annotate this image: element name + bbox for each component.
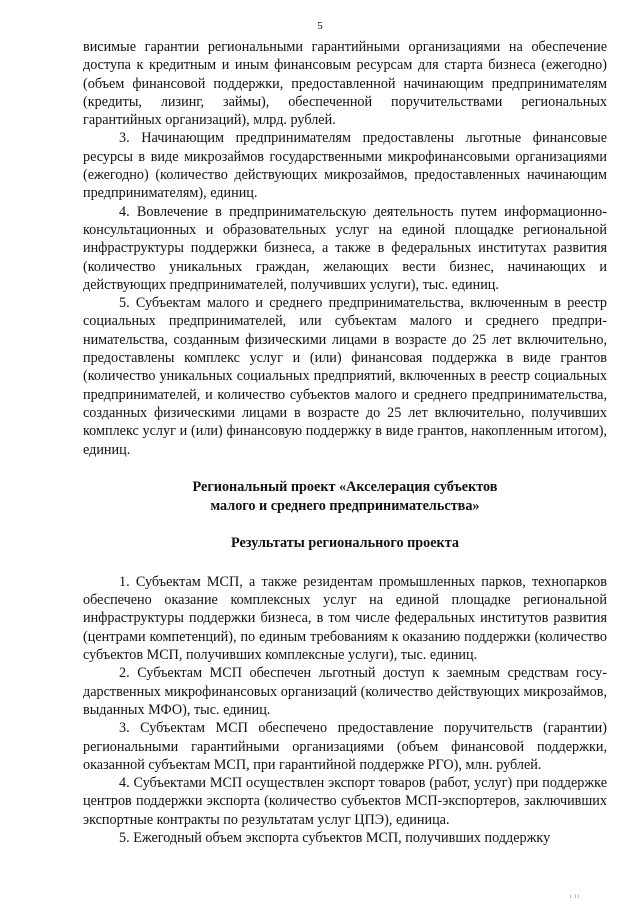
project-title — [83, 478, 607, 516]
paragraph-item-3: 3. Начинающим предпринимателям предоставлены льготные финансовые ресурсы в виде микрозаймов государственными микрофинансовыми организациями (ежегодно) (количество действующих микрозаймов, предоставленных начинающим предпринимателям), единиц. — [83, 130, 607, 202]
project-title-line-2: малого и среднего предпринимательства» — [210, 497, 480, 514]
page-content — [83, 38, 607, 847]
result-item-3: 3. Субъектам МСП обеспечено предоставление поручительств (гарантии) региональными гарантийными организациями (объем финансовой поддержки, оказанной субъектам МСП, при гарантийной поддержке РГО), млн. рублей. — [83, 720, 607, 773]
paragraph-item-4: 4. Вовлечение в предпринимательскую деятельность путем информационно-консультационных и образовательных услуг на единой площадке региональной инфраструктуры поддержки бизнеса, а также в федеральных институтах развития (количество уникальных граждан, желающих вести бизнес, начинающих и действующих предпринимателей, получивших услуги), тыс. единиц. — [83, 203, 607, 293]
paragraph-continuation: висимые гарантии региональными гарантийными организациями на обеспечение доступа к кредитным и иным финансовым ресурсам для старта бизнеса (ежегодно) (объем финансовой поддержки, предоставленной начинающим предпринимателям (кредиты, лизинг, займы), обеспеченной поручительствами региональных гарантийных организаций), млрд. рублей. — [83, 39, 607, 129]
results-section — [83, 573, 607, 847]
project-title-line-1: Региональный проект «Акселерация субъектов — [192, 478, 498, 495]
result-item-5: 5. Ежегодный объем экспорта субъектов МСП, получивших поддержку — [119, 829, 551, 846]
page-number: 5 — [317, 20, 323, 32]
results-heading: Результаты регионального проекта — [231, 534, 459, 551]
result-item-1: 1. Субъектам МСП, а также резидентам промышленных парков, технопарков обеспечено оказание комплексных услуг на единой площадке региональной инфраструктуры поддержки бизнеса, в том числе федеральных институтов развития (центрами компетенций), по единым требованиям к оказанию поддержки (количество субъектов МСП, получивших комплексные услуги), тыс. единиц. — [83, 573, 607, 664]
top-section — [83, 38, 607, 459]
scan-corner-mark: i ii — [569, 894, 580, 900]
paragraph-item-5: 5. Субъектам малого и среднего предпринимательства, включенным в реестр социальных предпринимателей, или субъектам малого и среднего предпринимательства, созданным физическими лицами в возрасте до 25 лет включительно, предоставлены комплекс услуг и (или) финансовая поддержка в виде грантов (количество уникальных социальных предприятий, включенных в реестр социальных предпринимателей, и количество субъектов малого и среднего предпринимательства, созданных физическими лицами в возрасте до 25 лет включительно, получивших комплекс услуг и (или) финансовую поддержку в виде грантов, накопленным итогом), единиц. — [83, 295, 607, 458]
result-item-2: 2. Субъектам МСП обеспечен льготный доступ к заемным средствам государственных микрофинансовых организаций (количество действующих микрозаймов, выданных МФО), тыс. единиц. — [83, 665, 607, 718]
result-item-4: 4. Субъектами МСП осуществлен экспорт товаров (работ, услуг) при поддержке центров поддержки экспорта (количество субъектов МСП-экспортеров, заключивших экспортные контракты по результатам услуг ЦПЭ), единица. — [83, 775, 607, 828]
